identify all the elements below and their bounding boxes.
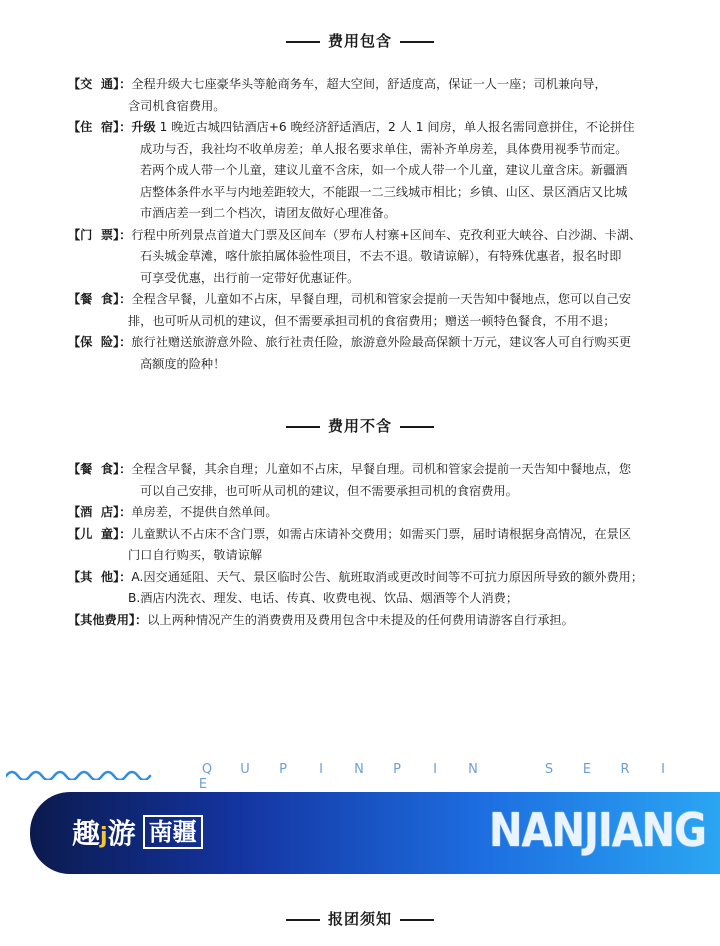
item-text: 旅行社赠送旅游意外险、旅行社责任险，旅游意外险最高保额十万元，建议客人可自行购买更 [131,335,632,349]
item-tag: 【儿 童】： [68,526,132,541]
series-letter: I [319,762,323,777]
section-title-text: 费用包含 [327,32,392,50]
brand-logo-en: NANJIANG [489,804,706,858]
logo-char: 游 [107,817,137,850]
item-text: 全程含早餐，儿童如不占床，早餐自理，司机和管家会提前一天告知中餐地点，您可以自己安 [131,292,632,306]
excluded-list [68,459,660,631]
item-text: 门口自行购买，敬请谅解 [128,548,263,562]
included-tickets [68,225,660,290]
series-letter: P [279,762,287,777]
section-title-excluded [0,415,720,436]
item-text: 含司机食宿费用。 [128,98,226,113]
item-tag: 【餐 食】： [68,462,132,476]
included-list [68,74,660,375]
item-text: B.酒店内洗衣、理发、电话、传真、收费电视、饮品、烟酒等个人消费； [128,591,519,605]
series-letters [188,762,708,792]
item-tag: 【餐 食】： [68,292,132,306]
series-letter: P [393,762,401,777]
excluded-children [68,524,660,567]
excluded-other [68,567,660,610]
item-tag: 【其 他】： [68,569,132,584]
item-text: 儿童默认不占床不含门票，如需占床请补交费用；如需买门票，届时请根据身高情况，在景区 [131,526,632,541]
item-tag: 【酒 店】： [68,505,132,519]
item-text: 店整体条件水平与内地差距较大，不能跟一二三线城市相比；乡镇、山区、景区酒店又比城 [140,184,628,199]
section-title-text: 报团须知 [327,910,392,928]
brand-logo-cn [72,810,203,854]
item-tag: 【门 票】： [68,227,132,242]
logo-text [72,812,137,852]
logo-accent-char: j [100,824,109,849]
item-bold-text: 升级 [131,120,156,134]
item-tag: 【其他费用】： [68,612,148,627]
item-tag: 【保 险】： [68,335,132,349]
excluded-meals [68,459,660,502]
included-hotel [68,117,660,225]
series-letter: E [198,777,208,792]
item-text: 全程含早餐，其余自理；儿童如不占床，早餐自理。司机和管家会提前一天告知中餐地点，您 [131,462,632,476]
item-text: A.因交通延阻、天气、景区临时公告、航班取消或更改时间等不可抗力原因所导致的额外费用； [131,569,644,584]
series-letter: I [433,762,437,777]
item-text: 单房差，不提供自然单间。 [131,505,278,519]
item-tag: 【交 通】： [68,77,132,91]
included-traffic [68,74,660,117]
series-letter: R [620,762,630,777]
series-letter: S [544,762,554,777]
item-tag: 【住 宿】： [68,120,132,134]
wave-decoration-icon [6,766,156,780]
series-letter: N [468,762,478,777]
series-letter: N [354,762,364,777]
section-title-notice [0,908,720,929]
series-letter: I [661,762,665,777]
item-text: 排，也可听从司机的建议，但不需要承担司机的食宿费用；赠送一顿特色餐食，不用不退； [128,313,616,328]
item-text: 以上两种情况产生的消费费用及费用包含中未提及的任何费用请游客自行承担。 [147,612,574,627]
series-letter: U [240,762,250,777]
included-insurance [68,332,660,375]
section-title-included [0,30,720,51]
item-text: 成功与否，我社均不收单房差；单人报名要求单住，需补齐单房差，具体费用视季节而定。 [140,141,628,156]
item-text: 行程中所列景点首道大门票及区间车（罗布人村寨+区间车、克孜利亚大峡谷、白沙湖、卡湖、 [131,227,642,242]
section-title-text: 费用不含 [327,417,392,435]
included-meals [68,289,660,332]
item-text: 全程升级大七座豪华头等舱商务车，超大空间，舒适度高，保证一人一座；司机兼向导， [131,77,607,91]
excluded-hotel [68,502,660,524]
logo-box-text: 南疆 [143,815,203,849]
item-text: 市酒店差一到二个档次，请团友做好心理准备。 [140,206,396,220]
item-text: 可以自己安排，也可听从司机的建议，但不需要承担司机的食宿费用。 [140,483,518,498]
logo-char: 趣 [72,817,102,850]
item-text: 1 晚近古城四钻酒店+6 晚经济舒适酒店，2 人 1 间房，单人报名需同意拼住，不论拼住 [155,120,635,134]
item-text: 高额度的险种！ [140,356,226,371]
excluded-other-fees [68,610,660,632]
item-text: 可享受优惠，出行前一定带好优惠证件。 [140,270,360,285]
item-text: 若两个成人带一个儿童，建议儿童不含床，如一个成人带一个儿童，建议儿童含床。新疆酒 [140,163,628,177]
series-letter: Q [201,762,213,777]
item-text: 石头城金草滩，喀什旅拍属体验性项目，不去不退。敬请谅解），有特殊优惠者，报名时即 [140,249,622,263]
series-letter: E [582,762,592,777]
